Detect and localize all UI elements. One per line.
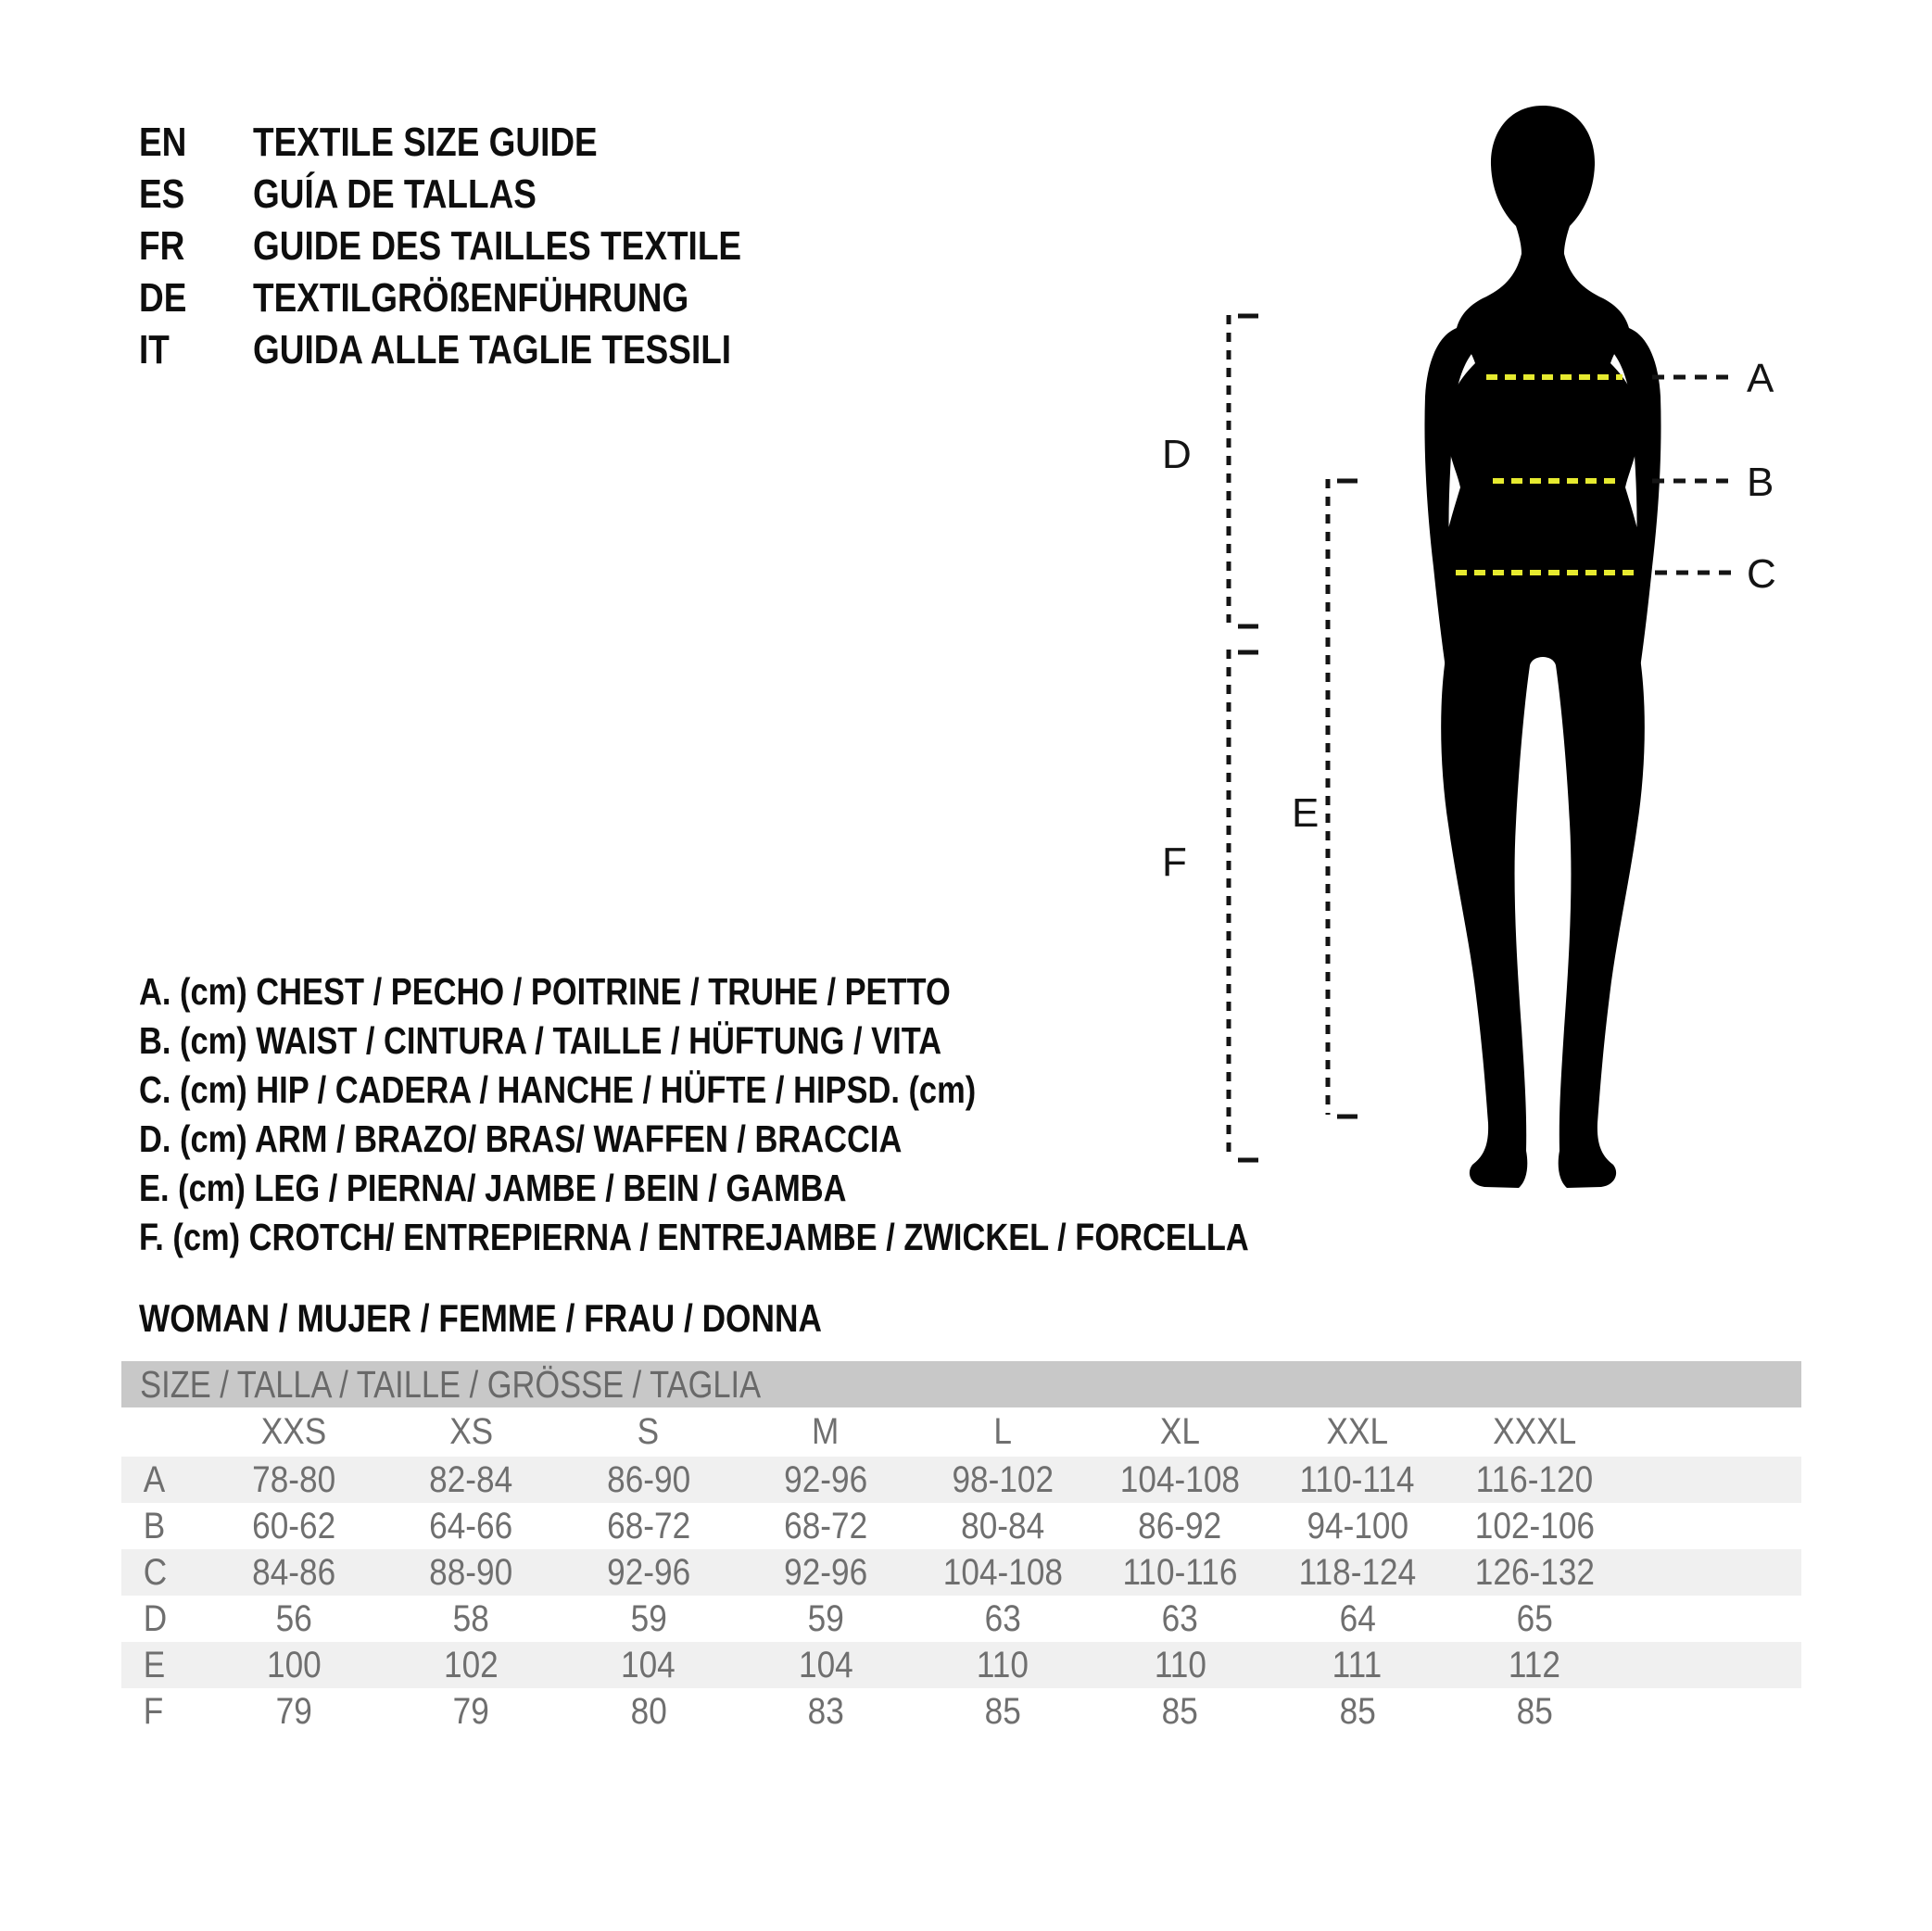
cell-c-xxxl: 126-132 [1446,1549,1623,1596]
cell-f-xs: 79 [452,1690,490,1732]
cell-b-xxl: 94-100 [1307,1505,1408,1546]
lang-title-it: GUIDA ALLE TAGLIE TESSILI [253,327,732,372]
cell-f-xxs: 79 [275,1690,312,1732]
cell-a-s: 86-90 [560,1457,737,1503]
cell-e-m: 104 [737,1642,914,1688]
measurement-legend [139,967,1460,1262]
row-label-e: E [121,1642,206,1688]
cell-f-xxxl: 85 [1516,1690,1553,1732]
legend-item-leg [139,1164,1460,1213]
cell-e-l: 110 [915,1642,1092,1688]
table-row-c [121,1549,1801,1596]
cell-c-m: 92-96 [737,1549,914,1596]
table-corner-cell [121,1407,206,1457]
cell-a-xl: 104-108 [1092,1457,1269,1503]
legend-text-crotch: F. (cm) CROTCH/ ENTREPIERNA / ENTREJAMBE / ZWICKEL / FORCELLA [139,1216,1249,1258]
figure-label-leg: E [1292,790,1320,836]
table-row-b [121,1503,1801,1549]
cell-b-xxxl: 102-106 [1474,1505,1595,1546]
cell-b-s: 68-72 [606,1505,690,1546]
cell-b-xl: 86-92 [1138,1505,1222,1546]
cell-b-xxs: 60-62 [252,1505,336,1546]
row-label-f: F [143,1690,164,1732]
cell-b-xs: 64-66 [429,1505,513,1546]
cell-e-s: 104 [560,1642,737,1688]
cell-d-l: 63 [984,1597,1021,1639]
table-row-a [121,1457,1801,1503]
cell-a-m: 92-96 [737,1457,914,1503]
cell-a-xxs: 78-80 [206,1457,383,1503]
table-row-e [121,1642,1801,1688]
cell-e-xxl: 111 [1269,1642,1446,1688]
row-label-d: D [143,1597,168,1639]
size-col-xxxl: XXXL [1493,1411,1577,1452]
figure-label-arm: D [1162,432,1192,477]
figure-label-chest: A [1747,356,1774,401]
cell-f-m: 83 [807,1690,844,1732]
cell-f-xxl: 85 [1339,1690,1376,1732]
cell-e-xxxl: 112 [1446,1642,1623,1688]
cell-c-s: 92-96 [560,1549,737,1596]
row-label-c: C [121,1549,206,1596]
legend-item-hip [139,1066,1460,1115]
filler-cell [1623,1549,1801,1596]
table-header-bar [121,1361,1801,1407]
filler-cell [1623,1596,1801,1642]
cell-d-xxxl: 65 [1516,1597,1553,1639]
section-title-woman [139,1295,952,1342]
size-col-s: S [638,1411,660,1452]
cell-c-xl: 110-116 [1092,1549,1269,1596]
cell-d-xxs: 56 [275,1597,312,1639]
size-col-m: M [812,1411,840,1452]
cell-d-xxl: 64 [1339,1597,1376,1639]
cell-a-xxxl: 116-120 [1446,1457,1623,1503]
section-title-text: WOMAN / MUJER / FEMME / FRAU / DONNA [139,1296,822,1340]
lang-title-de: TEXTILGRÖßENFÜHRUNG [253,275,689,321]
row-label-a: A [121,1457,206,1503]
cell-f-s: 80 [630,1690,667,1732]
filler-cell [1623,1642,1801,1688]
cell-a-xxl: 110-114 [1269,1457,1446,1503]
cell-e-xs: 102 [383,1642,560,1688]
silhouette-head [1491,106,1595,254]
size-table [121,1361,1801,1735]
cell-d-xl: 63 [1162,1597,1199,1639]
cell-b-m: 68-72 [784,1505,868,1546]
table-row-f [121,1688,1801,1735]
legend-item-arm [139,1115,1460,1164]
table-sizes-row [121,1407,1801,1457]
figure-label-crotch: F [1162,839,1187,885]
cell-b-l: 80-84 [961,1505,1045,1546]
legend-item-crotch [139,1213,1460,1262]
lang-title-es: GUÍA DE TALLAS [253,171,537,217]
table-header-text: SIZE / TALLA / TAILLE / GRÖSSE / TAGLIA [140,1362,762,1406]
lang-code-fr: FR [139,223,185,269]
arm-measure-line [1229,315,1258,626]
cell-f-l: 85 [984,1690,1021,1732]
size-col-xxl: XXL [1326,1411,1389,1452]
legend-item-waist [139,1016,1460,1066]
lang-code-en: EN [139,120,187,165]
filler-cell [1623,1688,1801,1735]
table-header-row [121,1361,1801,1407]
cell-c-l: 104-108 [915,1549,1092,1596]
cell-e-xl: 110 [1092,1642,1269,1688]
lang-code-es: ES [139,171,185,217]
legend-text-chest: A. (cm) CHEST / PECHO / POITRINE / TRUHE / PETTO [139,970,951,1013]
cell-f-xl: 85 [1162,1690,1199,1732]
row-label-b: B [143,1505,166,1546]
legend-text-hip: C. (cm) HIP / CADERA / HANCHE / HÜFTE / HIPSD. (cm) [139,1068,977,1111]
figure-label-hip: C [1747,551,1776,597]
size-col-l: L [993,1411,1013,1452]
cell-a-l: 98-102 [915,1457,1092,1503]
legend-item-chest [139,967,1460,1016]
lang-code-de: DE [139,275,187,321]
size-col-xxs: XXS [261,1411,327,1452]
filler-cell [1623,1503,1801,1549]
table-row-d [121,1596,1801,1642]
legend-text-leg: E. (cm) LEG / PIERNA/ JAMBE / BEIN / GAMBA [139,1167,847,1209]
cell-d-xs: 58 [452,1597,490,1639]
filler-cell [1623,1407,1801,1457]
cell-c-xxl: 118-124 [1269,1549,1446,1596]
cell-c-xs: 88-90 [383,1549,560,1596]
lang-title-fr: GUIDE DES TAILLES TEXTILE [253,223,742,269]
cell-e-xxs: 100 [206,1642,383,1688]
cell-d-m: 59 [807,1597,844,1639]
figure-label-waist: B [1747,460,1774,505]
cell-d-s: 59 [630,1597,667,1639]
legend-text-arm: D. (cm) ARM / BRAZO/ BRAS/ WAFFEN / BRACCIA [139,1117,903,1160]
cell-a-xs: 82-84 [383,1457,560,1503]
legend-text-waist: B. (cm) WAIST / CINTURA / TAILLE / HÜFTUNG / VITA [139,1019,942,1062]
size-col-xs: XS [449,1411,494,1452]
cell-c-xxs: 84-86 [206,1549,383,1596]
lang-title-en: TEXTILE SIZE GUIDE [253,120,598,165]
size-col-xl: XL [1160,1411,1201,1452]
filler-cell [1623,1457,1801,1503]
lang-code-it: IT [139,327,170,372]
